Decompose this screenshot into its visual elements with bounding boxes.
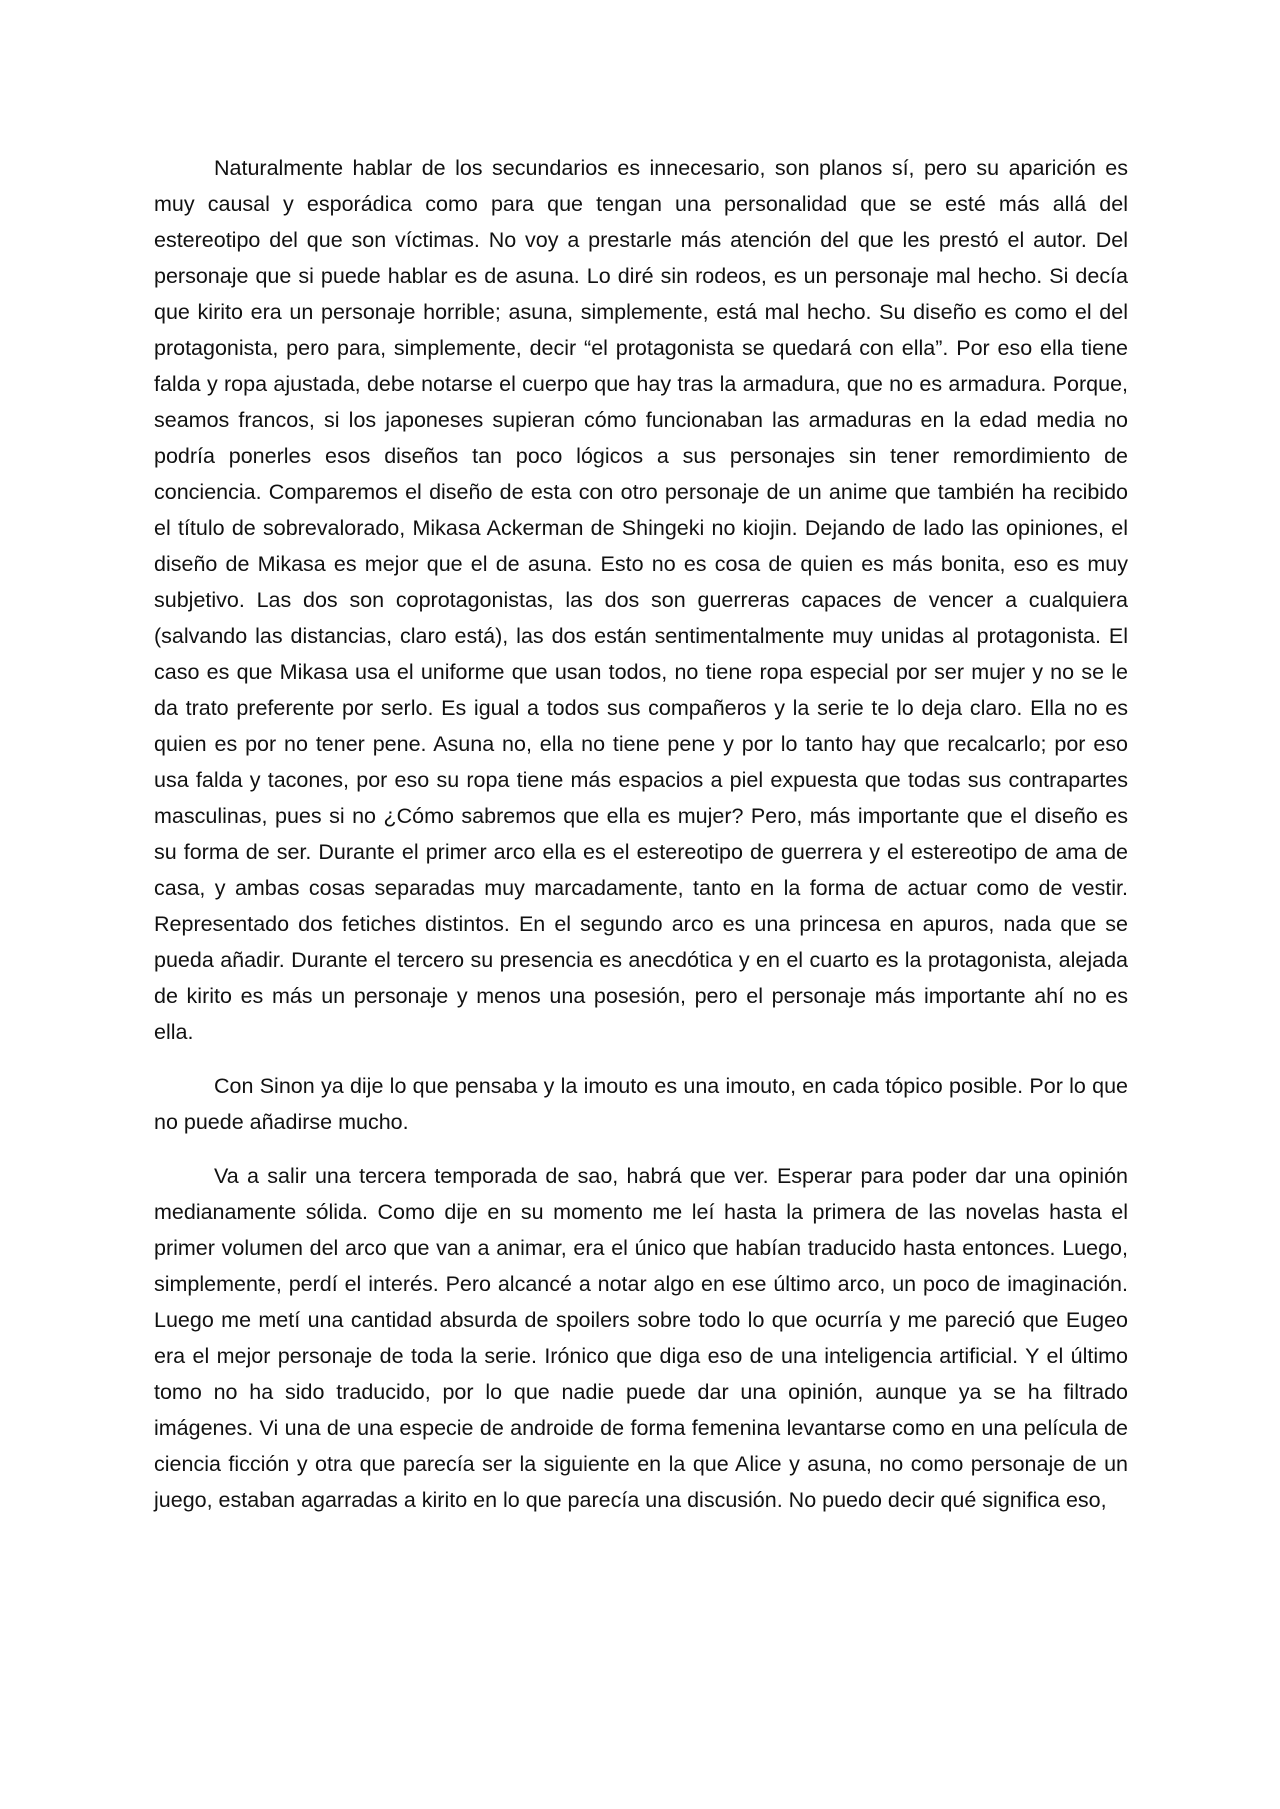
document-body	[154, 150, 1128, 1518]
paragraph-3: Va a salir una tercera temporada de sao, habrá que ver. Esperar para poder dar una opinión medianamente sólida. Como dije en su momento me leí hasta la primera de las novelas hasta el primer volumen del arco que van a animar, era el único que habían traducido hasta entonces. Luego, simplemente, perdí el interés. Pero alcancé a notar algo en ese último arco, un poco de imaginación. Luego me metí una cantidad absurda de spoilers sobre todo lo que ocurría y me pareció que Eugeo era el mejor personaje de toda la serie. Irónico que diga eso de una inteligencia artificial. Y el último tomo no ha sido traducido, por lo que nadie puede dar una opinión, aunque ya se ha filtrado imágenes. Vi una de una especie de androide de forma femenina levantarse como en una película de ciencia ficción y otra que parecía ser la siguiente en la que Alice y asuna, no como personaje de un juego, estaban agarradas a kirito en lo que parecía una discusión. No puedo decir qué significa eso,	[154, 1164, 1128, 1512]
paragraph-1: Naturalmente hablar de los secundarios es innecesario, son planos sí, pero su aparición es muy causal y esporádica como para que tengan una personalidad que se esté más allá del estereotipo del que son víctimas. No voy a prestarle más atención del que les prestó el autor. Del personaje que si puede hablar es de asuna. Lo diré sin rodeos, es un personaje mal hecho. Si decía que kirito era un personaje horrible; asuna, simplemente, está mal hecho. Su diseño es como el del protagonista, pero para, simplemente, decir “el protagonista se quedará con ella”. Por eso ella tiene falda y ropa ajustada, debe notarse el cuerpo que hay tras la armadura, que no es armadura. Porque, seamos francos, si los japoneses supieran cómo funcionaban las armaduras en la edad media no podría ponerles esos diseños tan poco lógicos a sus personajes sin tener remordimiento de conciencia. Comparemos el diseño de esta con otro personaje de un anime que también ha recibido el título de sobrevalorado, Mikasa Ackerman de Shingeki no kiojin. Dejando de lado las opiniones, el diseño de Mikasa es mejor que el de asuna. Esto no es cosa de quien es más bonita, eso es muy subjetivo. Las dos son coprotagonistas, las dos son guerreras capaces de vencer a cualquiera (salvando las distancias, claro está), las dos están sentimentalmente muy unidas al protagonista. El caso es que Mikasa usa el uniforme que usan todos, no tiene ropa especial por ser mujer y no se le da trato preferente por serlo. Es igual a todos sus compañeros y la serie te lo deja claro. Ella no es quien es por no tener pene. Asuna no, ella no tiene pene y por lo tanto hay que recalcarlo; por eso usa falda y tacones, por eso su ropa tiene más espacios a piel expuesta que todas sus contrapartes masculinas, pues si no ¿Cómo sabremos que ella es mujer? Pero, más importante que el diseño es su forma de ser. Durante el primer arco ella es el estereotipo de guerrera y el estereotipo de ama de casa, y ambas cosas separadas muy marcadamente, tanto en la forma de actuar como de vestir. Representado dos fetiches distintos. En el segundo arco es una princesa en apuros, nada que se pueda añadir. Durante el tercero su presencia es anecdótica y en el cuarto es la protagonista, alejada de kirito es más un personaje y menos una posesión, pero el personaje más importante ahí no es ella.	[154, 156, 1128, 1044]
paragraph-2: Con Sinon ya dije lo que pensaba y la imouto es una imouto, en cada tópico posible. Por lo que no puede añadirse mucho.	[154, 1074, 1128, 1134]
